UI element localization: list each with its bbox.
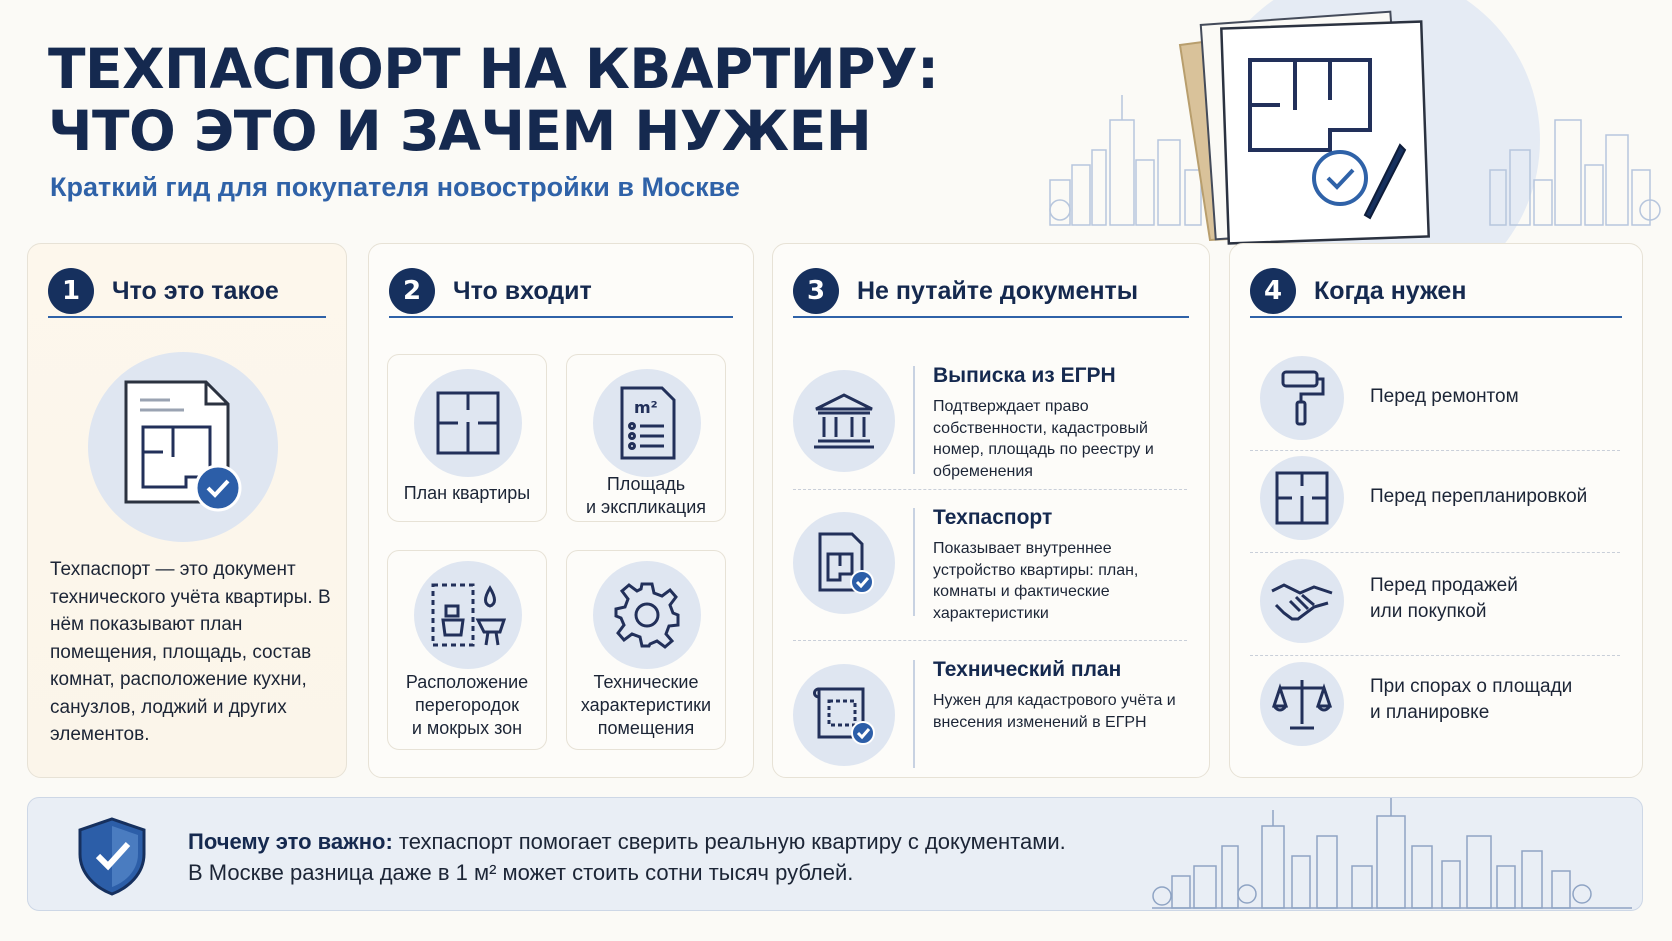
when-item [1260, 660, 1620, 750]
blueprint-check-icon [793, 664, 895, 766]
gear-icon [593, 561, 701, 669]
divider [1250, 655, 1620, 656]
floor-plan-icon [1260, 456, 1344, 540]
section-header [1250, 266, 1622, 318]
section-when-needed [1229, 243, 1643, 778]
doc-item-techplan [793, 650, 1187, 792]
contents-item-label: Площадь и экспликация [585, 474, 706, 517]
area-list-icon [593, 369, 701, 477]
contents-item [387, 550, 547, 750]
banner-line2: В Москве разница даже в 1 м² может стоить сотни тысяч рублей. [188, 860, 854, 885]
section-header [389, 266, 733, 318]
section-description: Техпаспорт — это документ технического учёта квартиры. В нём показывают план помещения, площадь, состав комнат, расположение кухни, санузлов, лоджий и других элементов. [50, 559, 331, 745]
doc-item-egrn [793, 356, 1187, 498]
banner-line1: техпаспорт помогает сверить реальную квартиру с документами. [392, 829, 1066, 854]
bathroom-fixtures-icon [414, 561, 522, 669]
section-title: Когда нужен [1314, 276, 1467, 305]
doc-title: Технический план [933, 658, 1122, 681]
divider [793, 489, 1187, 490]
section-contents [368, 243, 754, 778]
paint-roller-icon [1260, 356, 1344, 440]
section-number: 3 [793, 268, 839, 314]
section-number: 1 [48, 268, 94, 314]
section-number: 4 [1250, 268, 1296, 314]
contents-item-label: План квартиры [403, 483, 531, 503]
section-header [48, 266, 326, 318]
divider [1250, 552, 1620, 553]
when-item [1260, 557, 1620, 647]
when-item-label: При спорах о площади и планировке [1370, 676, 1573, 723]
section-title: Не путайте документы [857, 276, 1139, 305]
divider [793, 640, 1187, 641]
doc-title: Выписка из ЕГРН [933, 364, 1116, 387]
page-subtitle: Краткий гид для покупателя новостройки в Москве [50, 172, 740, 202]
divider [913, 508, 915, 616]
divider [913, 660, 915, 768]
divider [913, 366, 915, 474]
section-title: Что это такое [112, 276, 279, 305]
doc-description: Показывает внутреннее устройство квартиры: план, комнаты и фактические характеристики [933, 540, 1139, 622]
contents-item [387, 354, 547, 522]
when-item-label: Перед ремонтом [1370, 386, 1519, 407]
svg-text:m²: m² [634, 398, 658, 417]
divider [1250, 450, 1620, 451]
when-item-label: Перед перепланировкой [1370, 486, 1588, 507]
scales-icon [1260, 662, 1344, 746]
contents-item-label: Технические характеристики помещения [580, 672, 712, 738]
section-header [793, 266, 1189, 318]
section-dont-confuse [772, 243, 1210, 778]
government-building-icon [793, 370, 895, 472]
contents-item-label: Расположение перегородок и мокрых зон [405, 672, 529, 738]
shield-check-icon [76, 816, 148, 896]
handshake-icon [1260, 559, 1344, 643]
contents-item [566, 354, 726, 522]
when-item [1260, 454, 1620, 544]
floor-plan-icon [414, 369, 522, 477]
city-skyline [1152, 797, 1632, 910]
section-number: 2 [389, 268, 435, 314]
contents-item [566, 550, 726, 750]
banner-bold: Почему это важно: [188, 829, 393, 854]
page-title: ТЕХПАСПОРТ НА КВАРТИРУ: ЧТО ЭТО И ЗАЧЕМ НУЖЕН [48, 37, 939, 163]
when-item [1260, 354, 1620, 444]
section-title: Что входит [453, 276, 592, 305]
doc-item-techpassport [793, 498, 1187, 640]
section-what-is-it [27, 243, 347, 778]
banner-text [188, 826, 1066, 888]
doc-title: Техпаспорт [933, 506, 1053, 529]
hero-illustration [1040, 0, 1672, 245]
when-item-label: Перед продажей или покупкой [1370, 575, 1518, 622]
document-check-icon [793, 512, 895, 614]
doc-description: Нужен для кадастрового учёта и внесения изменений в ЕГРН [933, 692, 1176, 731]
doc-description: Подтверждает право собственности, кадастровый номер, площадь по реестру и обременения [933, 398, 1154, 480]
importance-banner [27, 797, 1643, 911]
document-floorplan-check-icon [88, 352, 278, 542]
